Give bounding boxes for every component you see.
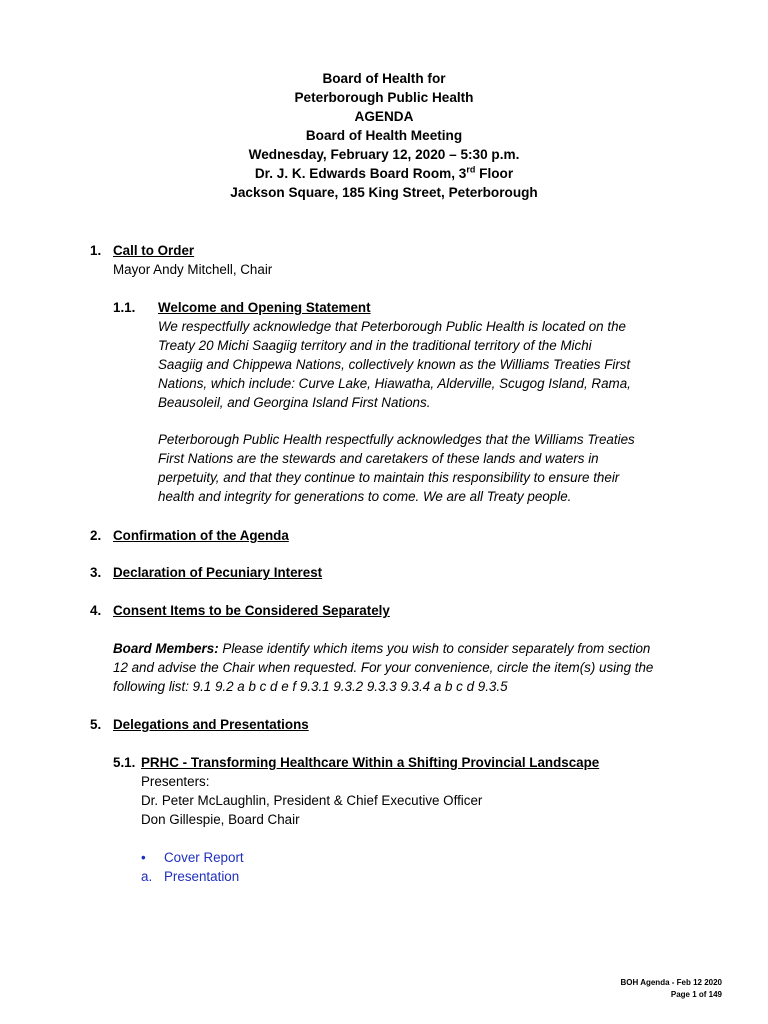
agenda-header [0,69,768,202]
item-number: 1.1. [113,300,136,315]
header-line-4: Board of Health Meeting [305,128,463,143]
land-acknowledgement-paragraph-2: Peterborough Public Health respectfully acknowledges that the Williams Treaties First Nations are the stewards and caretakers of these lands and waters in perpetuity, and that they continue to maintain this responsibility to ensure their health and integrity for generations to come. We are all Treaty people. [158,432,635,504]
footer-page-number: Page 1 of 149 [670,990,722,999]
header-line-1: Board of Health for [322,71,446,86]
presenter-2: Don Gillespie, Board Chair [141,812,300,827]
board-members-note-line-2: 12 and advise the Chair when requested. For your convenience, circle the item(s) using the [113,660,654,675]
item-number: 1. [90,243,102,258]
presenters-label: Presenters: [141,774,210,789]
item-title-call-to-order: Call to Order [113,243,195,258]
item-title-delegations: Delegations and Presentations [113,717,309,732]
item-title-confirmation: Confirmation of the Agenda [113,528,289,543]
land-acknowledgement-paragraph-1: We respectfully acknowledge that Peterborough Public Health is located on the Treaty 20 Michi Saagiig territory and in the traditional territory of the Michi Saagiig and Chippewa Nations, collectively known as the Williams Treaties First Nations, which include: Curve Lake, Hiawatha, Alderville, Scugog Island, Rama, Beausoleil, and Georgina Island First Nations. [158,319,631,410]
page-footer [620,977,722,1001]
item-number: 4. [90,603,102,618]
item-title-welcome: Welcome and Opening Statement [158,300,371,315]
cover-report-link[interactable]: Cover Report [164,850,244,865]
item-number: 5. [90,717,102,732]
item-title-prhc: PRHC - Transforming Healthcare Within a Shifting Provincial Landscape [141,755,600,770]
chair-name: Mayor Andy Mitchell, Chair [113,262,273,277]
header-line-2: Peterborough Public Health [294,90,474,105]
header-address: Jackson Square, 185 King Street, Peterborough [230,185,538,200]
header-line-3: AGENDA [354,109,414,124]
presentation-link[interactable]: Presentation [164,869,240,884]
item-number: 2. [90,528,102,543]
item-title-consent-items: Consent Items to be Considered Separately [113,603,390,618]
header-location-room: Dr. J. K. Edwards Board Room, 3rd Floor [254,164,514,181]
board-members-note-line-1: Board Members: Please identify which items you wish to consider separately from section [113,641,651,656]
board-members-note-line-3: following list: 9.1 9.2 a b c d e f 9.3.1 9.3.2 9.3.3 9.3.4 a b c d 9.3.5 [113,679,508,694]
bullet-icon: • [141,850,146,865]
header-date: Wednesday, February 12, 2020 – 5:30 p.m. [248,147,520,162]
item-title-declaration: Declaration of Pecuniary Interest [113,565,323,580]
list-marker: a. [141,869,153,884]
item-number: 5.1. [113,755,136,770]
presenter-1: Dr. Peter McLaughlin, President & Chief Executive Officer [141,793,483,808]
footer-doc-title: BOH Agenda - Feb 12 2020 [620,978,722,987]
item-number: 3. [90,565,102,580]
